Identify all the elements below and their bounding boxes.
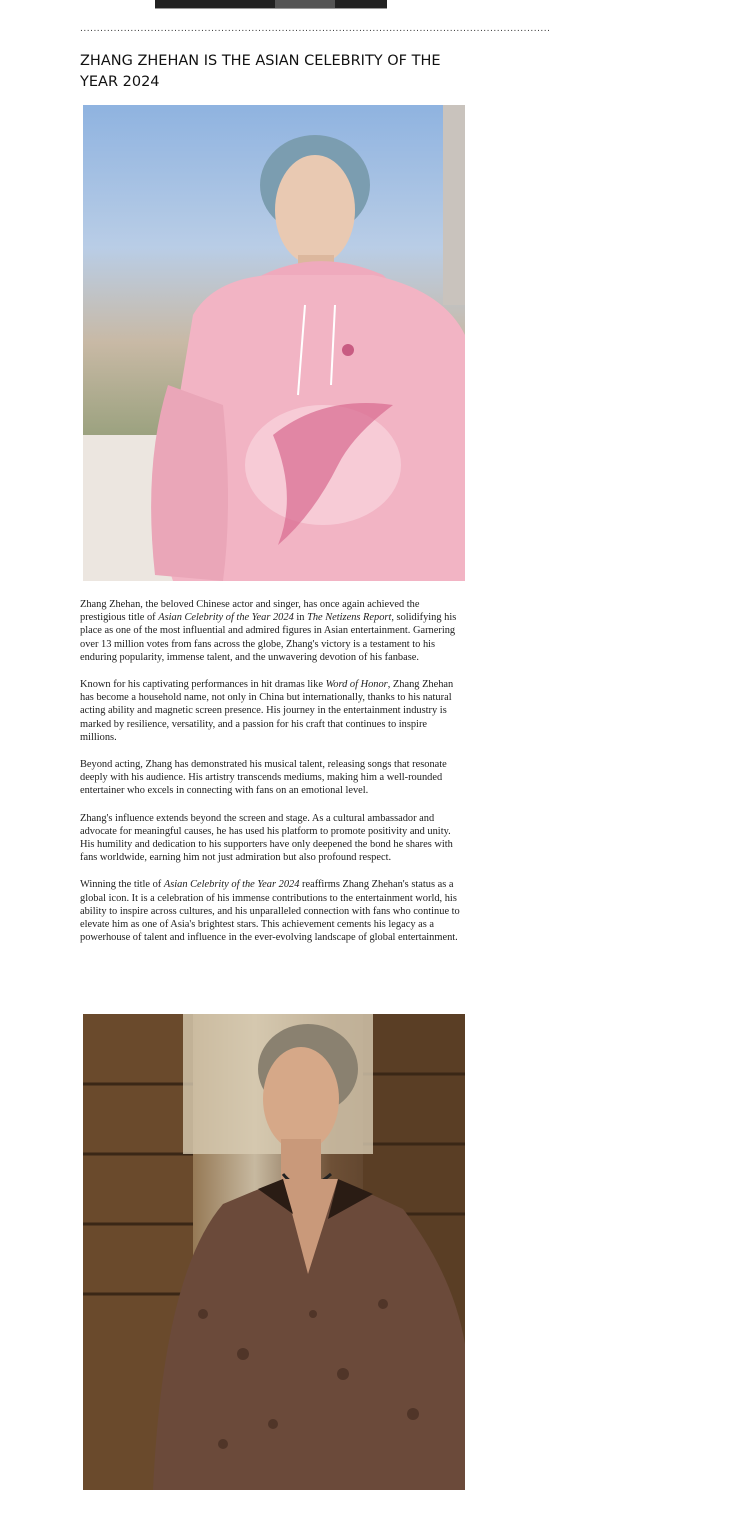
paragraph-1-text-a: Zhang Zhehan, the beloved Chinese actor and singer, has once again achieved the prestigious title of [80, 599, 420, 624]
paragraph-1-text-e: , solidifying his place as one of the most influential and admired figures in Asian entertainment. Garnering over 13 million votes from fans across the globe, Zhang's victory is a testament to his enduring popularity, immense talent, and the unwavering devotion of his fanbase. [80, 612, 457, 663]
award-title-italic-2: Asian Celebrity of the Year 2024 [163, 879, 300, 891]
paragraph-5 [80, 878, 465, 944]
photo-library [83, 1014, 465, 1490]
article-body [80, 598, 465, 958]
paragraph-2-text-a: Known for his captivating performances in hit dramas like [80, 679, 326, 691]
photo-pink-hoodie [83, 105, 465, 581]
paragraph-5-text-a: Winning the title of [80, 879, 164, 891]
top-image [155, 0, 387, 9]
paragraph-3: Beyond acting, Zhang has demonstrated his musical talent, releasing songs that resonate deeply with his audience. His artistry transcends mediums, making him a well-rounded entertainer who excels in connecting with fans on an emotional level. [80, 759, 447, 797]
paragraph-4: Zhang's influence extends beyond the screen and stage. As a cultural ambassador and advocate for meaningful causes, he has used his platform to promote positivity and unity. His humility and dedication to his supporters have only deepened the bond he shares with fans worldwide, earning him not just admiration but also profound respect. [80, 812, 453, 864]
paragraph-2 [80, 678, 465, 744]
award-title-italic: Asian Celebrity of the Year 2024 [158, 612, 294, 624]
top-image-highlight [275, 0, 335, 8]
paragraph-1 [80, 598, 465, 664]
drama-title-italic: Word of Honor [325, 679, 388, 691]
portrait-photo-icon [83, 105, 465, 581]
paragraph-1-text-c: in [293, 612, 308, 624]
paragraph-2-text-c: , Zhang Zhehan has become a household name, not only in China but internationally, thanks to his natural acting ability and magnetic screen presence. His journey in the entertainment industry is marked by resilience, versatility, and a passion for his craft that continues to inspire millions. [80, 679, 454, 743]
article-title: ZHANG ZHEHAN IS THE ASIAN CELEBRITY OF THE YEAR 2024 [80, 53, 441, 90]
portrait-photo-library-icon [83, 1014, 465, 1490]
paragraph-5-text-c: reaffirms Zhang Zhehan's status as a global icon. It is a celebration of his immense contributions to the entertainment world, his ability to inspire across cultures, and his unparalleled connection with fans who continue to elevate him as one of Asia's brightest stars. This achievement cements his legacy as a powerhouse of talent and influence in the ever-evolving landscape of global entertainment. [80, 879, 460, 944]
dotted-separator: ............................................................................................................................................ [80, 24, 551, 34]
publication-name-italic: The Netizens Report [307, 612, 392, 624]
